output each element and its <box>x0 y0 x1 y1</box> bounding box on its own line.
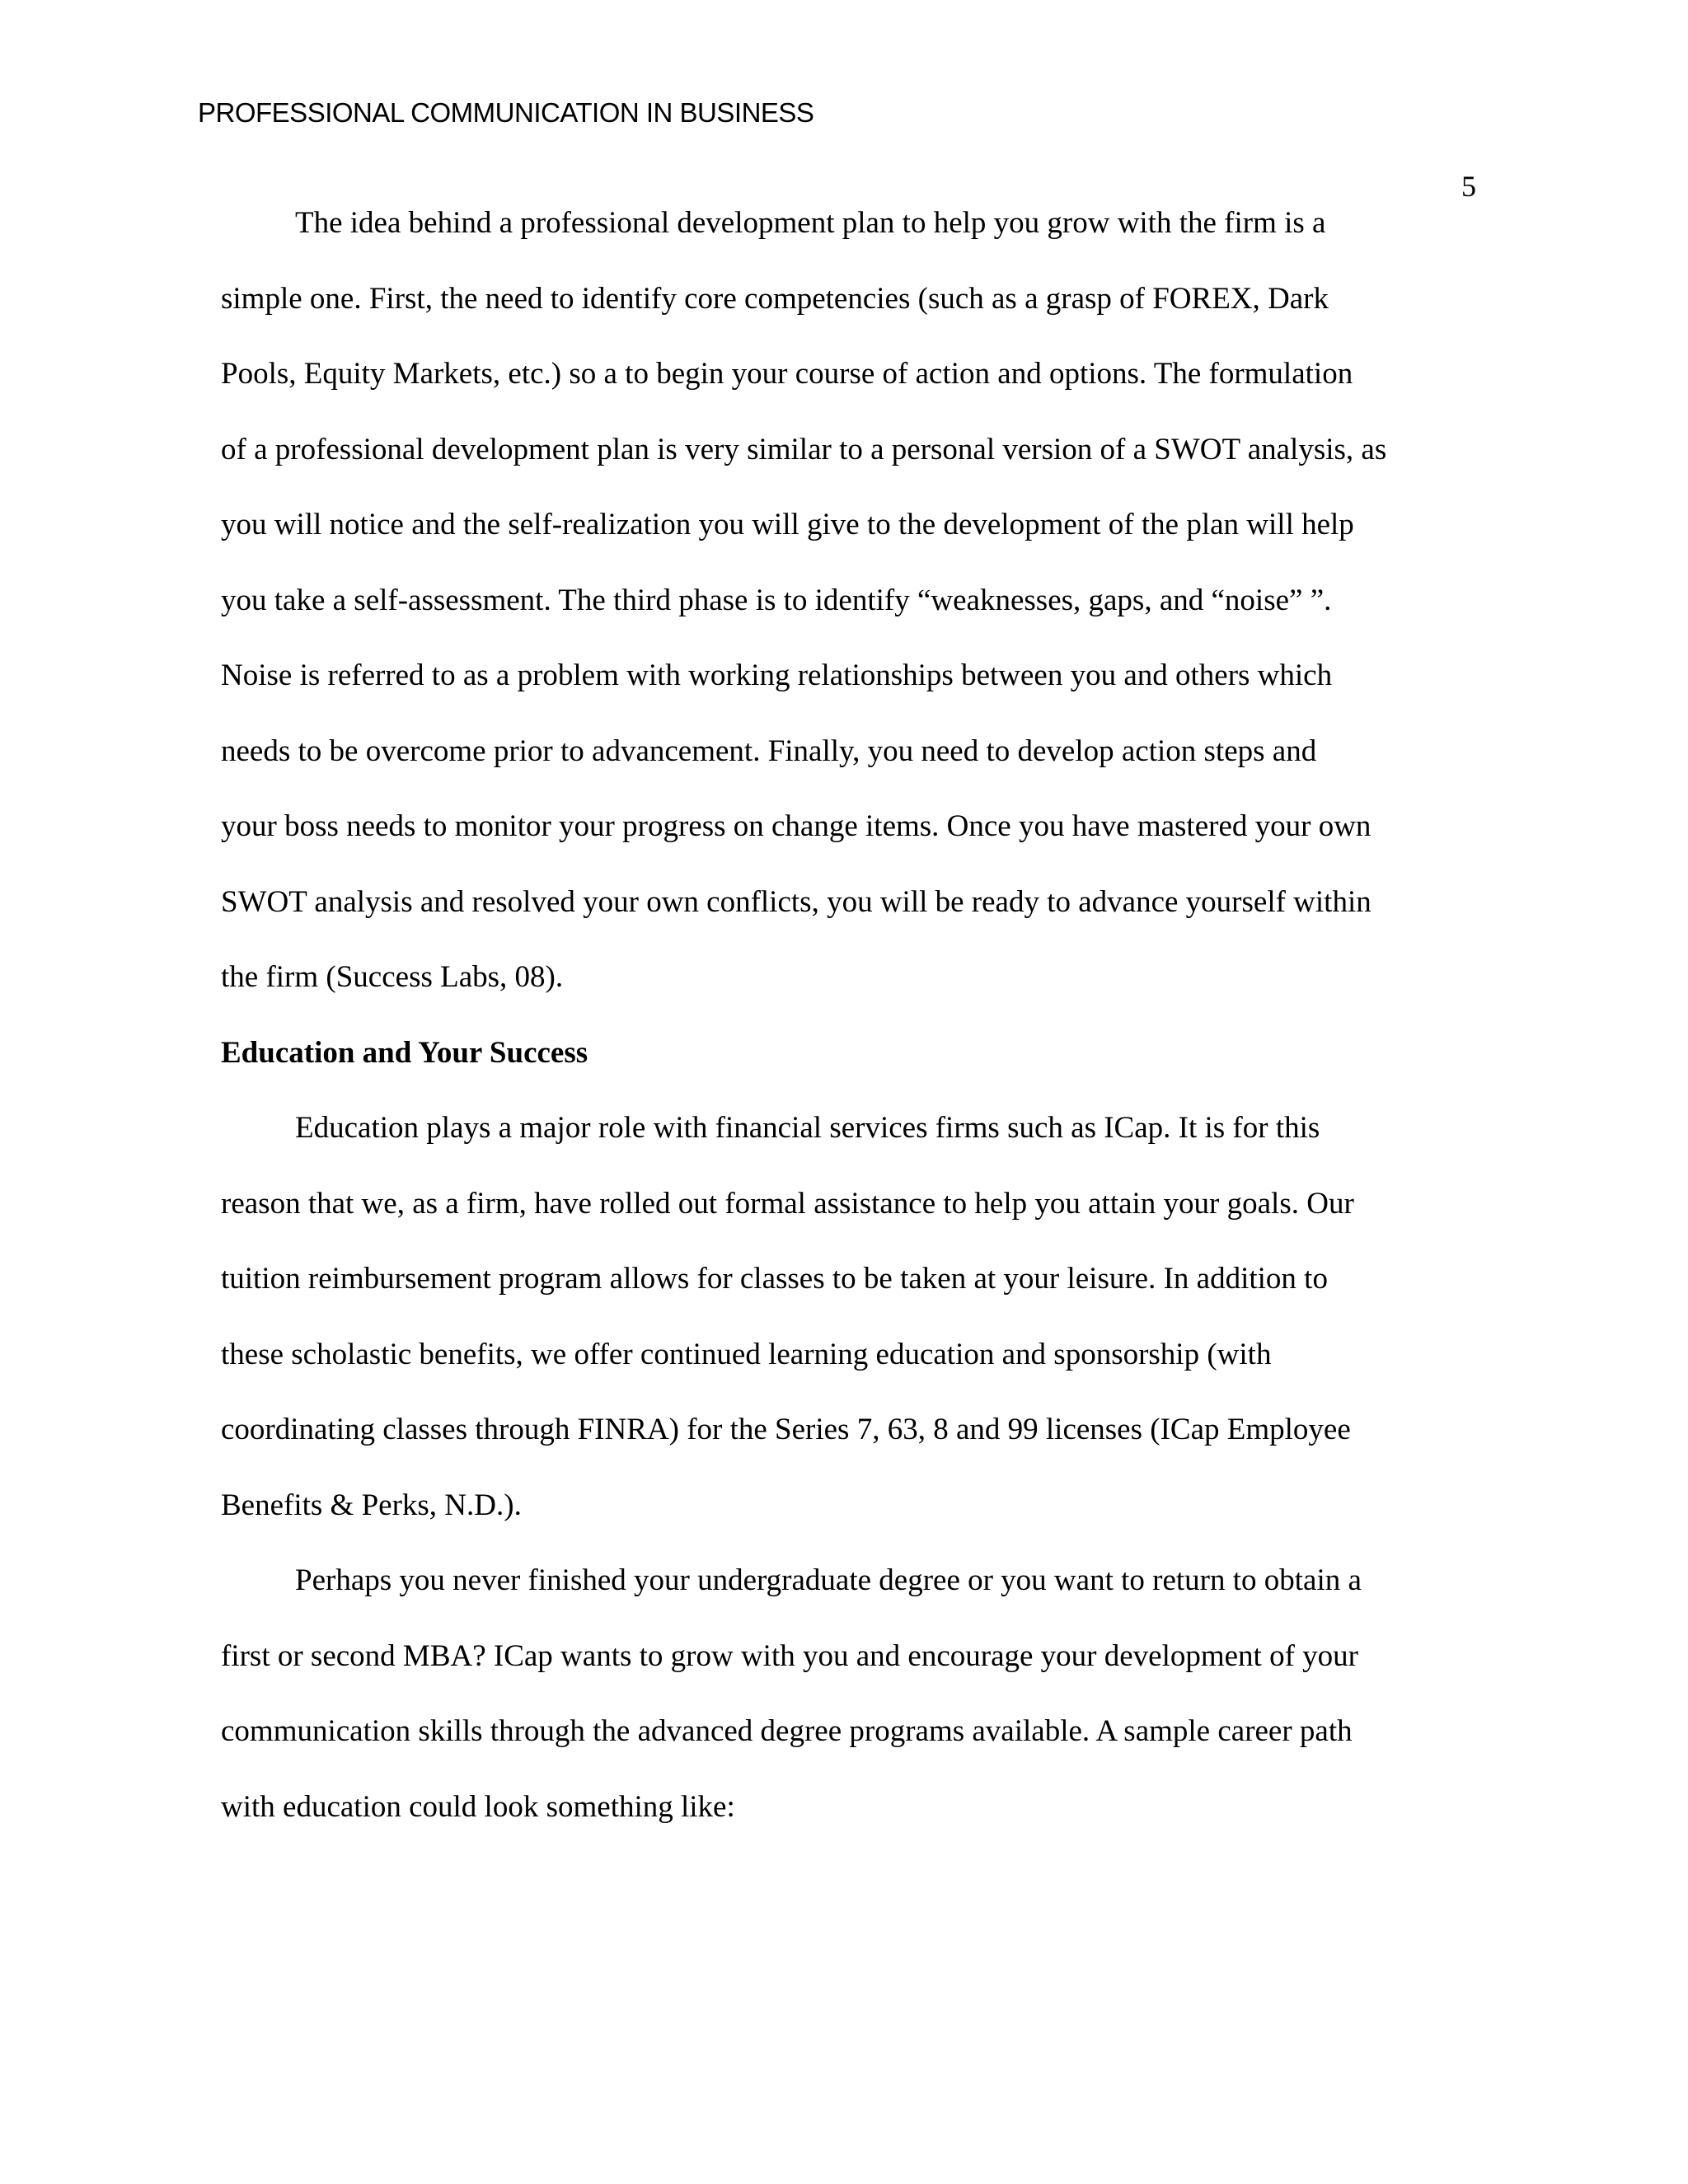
paragraph-line: Education plays a major role with financial services firms such as ICap. It is for this <box>295 1111 1320 1145</box>
paragraph-line: these scholastic benefits, we offer continued learning education and sponsorship (with <box>221 1337 1272 1371</box>
paragraph-line: SWOT analysis and resolved your own conflicts, you will be ready to advance yourself within <box>221 884 1372 919</box>
paragraph-line: you will notice and the self-realization you will give to the development of the plan will help <box>221 508 1354 541</box>
paragraph-line: first or second MBA? ICap wants to grow with you and encourage your development of your <box>221 1638 1358 1673</box>
paragraph-line: your boss needs to monitor your progress on change items. Once you have mastered your own <box>221 809 1372 843</box>
paragraph-line: reason that we, as a firm, have rolled out formal assistance to help you attain your goals. Our <box>221 1186 1354 1221</box>
paragraph-line: coordinating classes through FINRA) for the Series 7, 63, 8 and 99 licenses (ICap Employee <box>221 1413 1351 1446</box>
paragraph-line: the firm (Success Labs, 08). <box>221 960 564 994</box>
paragraph-line: communication skills through the advanced degree programs available. A sample career path <box>221 1714 1353 1748</box>
paragraph-line: The idea behind a professional development plan to help you grow with the firm is a <box>295 206 1326 240</box>
paragraph-line: needs to be overcome prior to advancement. Finally, you need to develop action steps and <box>221 733 1317 768</box>
running-head: PROFESSIONAL COMMUNICATION IN BUSINESS <box>198 97 814 128</box>
page-number: 5 <box>1461 170 1476 203</box>
paragraph-line: Perhaps you never finished your undergraduate degree or you want to return to obtain a <box>295 1563 1362 1597</box>
paragraph-line: Pools, Equity Markets, etc.) so a to begin your course of action and options. The formulation <box>221 357 1353 391</box>
paragraph-line: with education could look something like: <box>221 1789 735 1824</box>
paragraph-line: you take a self-assessment. The third phase is to identify “weaknesses, gaps, and “noise” ”. <box>221 583 1332 617</box>
section-heading: Education and Your Success <box>221 1035 588 1070</box>
body-text <box>221 199 1482 1858</box>
paragraph-line: tuition reimbursement program allows for classes to be taken at your leisure. In addition to <box>221 1262 1328 1296</box>
paragraph-line: simple one. First, the need to identify core competencies (such as a grasp of FOREX, Dark <box>221 281 1329 316</box>
paragraph-line: Noise is referred to as a problem with working relationships between you and others which <box>221 658 1333 692</box>
paragraph-line: Benefits & Perks, N.D.). <box>221 1488 522 1522</box>
paragraph-line: of a professional development plan is very similar to a personal version of a SWOT analysis, as <box>221 432 1387 466</box>
